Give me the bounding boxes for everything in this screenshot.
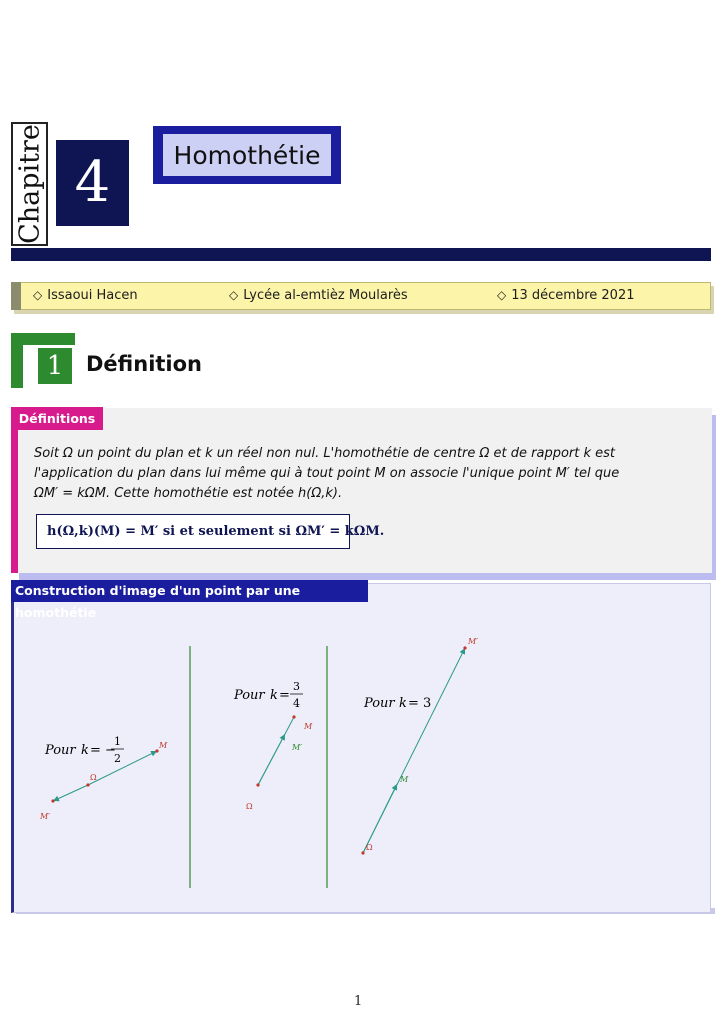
fig1-kvar: k <box>81 743 89 758</box>
label-m: M <box>159 741 168 750</box>
fig1-den: 2 <box>114 752 121 765</box>
segment-omega-mprime <box>53 785 88 801</box>
figure-k-three <box>361 637 478 855</box>
label-m: M <box>400 775 409 784</box>
fig1-num: 1 <box>114 735 121 748</box>
point-m <box>292 715 295 718</box>
label-omega: Ω <box>90 773 97 782</box>
figure-k-three-quarters <box>233 680 313 811</box>
chapter-number: 4 <box>56 140 129 226</box>
banner-date: ◇ 13 décembre 2021 <box>497 288 635 303</box>
diamond-icon: ◇ <box>497 288 507 302</box>
fig1-kval: = − <box>90 743 116 758</box>
segment-omega-mprime <box>258 734 285 785</box>
point-mprime <box>463 646 466 649</box>
label-omega: Ω <box>246 802 253 811</box>
fig2-pour: Pour <box>234 688 265 703</box>
definition-line: l'application du plan dans lui même qui à tout point M on associe l'unique point M′ tel que <box>34 466 620 481</box>
definition-line: ΩM′ = kΩM. Cette homothétie est notée h(Ω,k). <box>34 486 343 501</box>
fig2-den: 4 <box>293 697 300 710</box>
definitions-label: Définitions <box>11 407 103 430</box>
fig1-pour: Pour <box>45 743 76 758</box>
fig2-kval: = <box>279 688 290 703</box>
diamond-icon: ◇ <box>33 288 43 302</box>
page-number: 1 <box>354 994 363 1009</box>
fig3-kval: = 3 <box>408 696 432 711</box>
chapter-title: Homothétie <box>162 133 332 177</box>
fig3-pour: Pour <box>364 696 395 711</box>
segment-omega-mprime <box>363 648 465 853</box>
section-number: 1 <box>38 348 72 384</box>
section-title: Définition <box>86 352 203 376</box>
label-m: M <box>304 722 313 731</box>
diamond-icon: ◇ <box>229 288 239 302</box>
label-mprime: M′ <box>468 637 479 646</box>
point-omega <box>86 783 89 786</box>
fig3-kvar: k <box>399 696 407 711</box>
point-mprime <box>51 799 54 802</box>
chapter-label: Chapitre <box>14 124 45 244</box>
label-mprime: M′ <box>292 743 303 752</box>
definition-line: Soit Ω un point du plan et k un réel non nul. L'homothétie de centre Ω et de rapport k est <box>34 446 616 461</box>
definition-formula: h(Ω,k)(M) = M′ si et seulement si ΩM′ = kΩM. <box>36 514 350 549</box>
point-omega <box>361 851 364 854</box>
fig2-num: 3 <box>293 680 300 693</box>
figure-k-minus-half <box>39 735 168 821</box>
banner-author: ◇ Issaoui Hacen <box>33 288 138 303</box>
banner-school: ◇ Lycée al-emtièz Moularès <box>229 288 408 303</box>
fig2-kvar: k <box>270 688 278 703</box>
label-omega: Ω <box>366 843 373 852</box>
point-omega <box>256 783 259 786</box>
construction-label: Construction d'image d'un point par une homothétie <box>11 580 368 602</box>
label-mprime: M′ <box>40 812 51 821</box>
